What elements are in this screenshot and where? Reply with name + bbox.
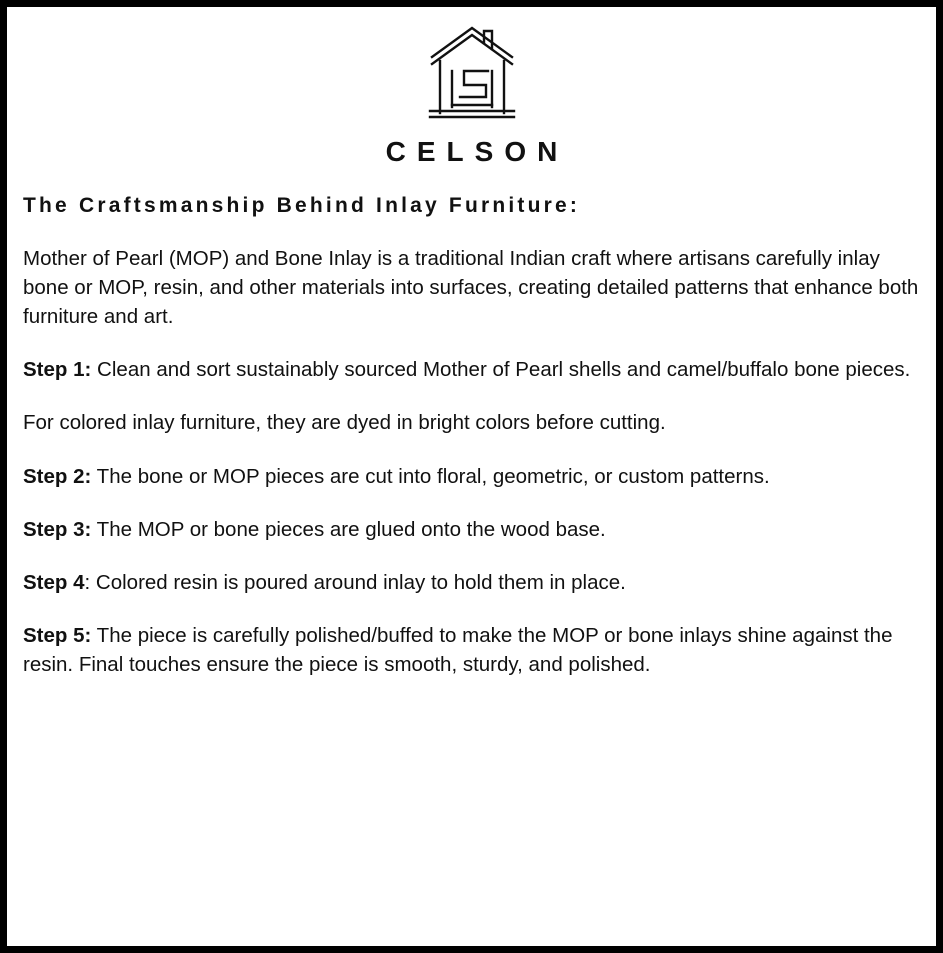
paragraph-step-4 xyxy=(23,568,920,597)
step-label: Step 1: xyxy=(23,358,92,382)
paragraph-step-2 xyxy=(23,462,920,491)
step-label: Step 2: xyxy=(23,464,92,488)
paragraph-text: Mother of Pearl (MOP) and Bone Inlay is a traditional Indian craft where artisans carefully inlay bone or MOP, resin, and other materials into surfaces, creating detailed patterns that enhance both furniture and art. xyxy=(23,247,919,329)
paragraph-text: : Colored resin is poured around inlay to hold them in place. xyxy=(84,570,626,594)
paragraph-step-1 xyxy=(23,355,920,384)
document-body xyxy=(7,7,936,946)
page-title: The Craftsmanship Behind Inlay Furniture: xyxy=(23,194,581,217)
paragraph-text: Clean and sort sustainably sourced Mother of Pearl shells and camel/buffalo bone pieces. xyxy=(91,358,911,382)
paragraph-text: The piece is carefully polished/buffed to make the MOP or bone inlays shine against the resin. Final touches ensure the piece is smooth, sturdy, and polished. xyxy=(23,623,893,676)
paragraph-text: For colored inlay furniture, they are dyed in bright colors before cutting. xyxy=(23,411,666,435)
article-text xyxy=(23,244,920,679)
paragraph-text: The MOP or bone pieces are glued onto the wood base. xyxy=(91,517,606,541)
paragraph-colored-note xyxy=(23,408,920,437)
brand-block xyxy=(23,17,920,168)
step-label: Step 4 xyxy=(23,570,85,594)
brand-name: CELSON xyxy=(385,136,569,167)
paragraph-text: The bone or MOP pieces are cut into floral, geometric, or custom patterns. xyxy=(91,464,770,488)
paragraph-step-3 xyxy=(23,515,920,544)
paragraph-intro xyxy=(23,244,920,331)
house-with-letter-c-icon xyxy=(23,21,920,126)
step-label: Step 3: xyxy=(23,517,92,541)
step-label: Step 5: xyxy=(23,623,92,647)
paragraph-step-5 xyxy=(23,621,920,679)
